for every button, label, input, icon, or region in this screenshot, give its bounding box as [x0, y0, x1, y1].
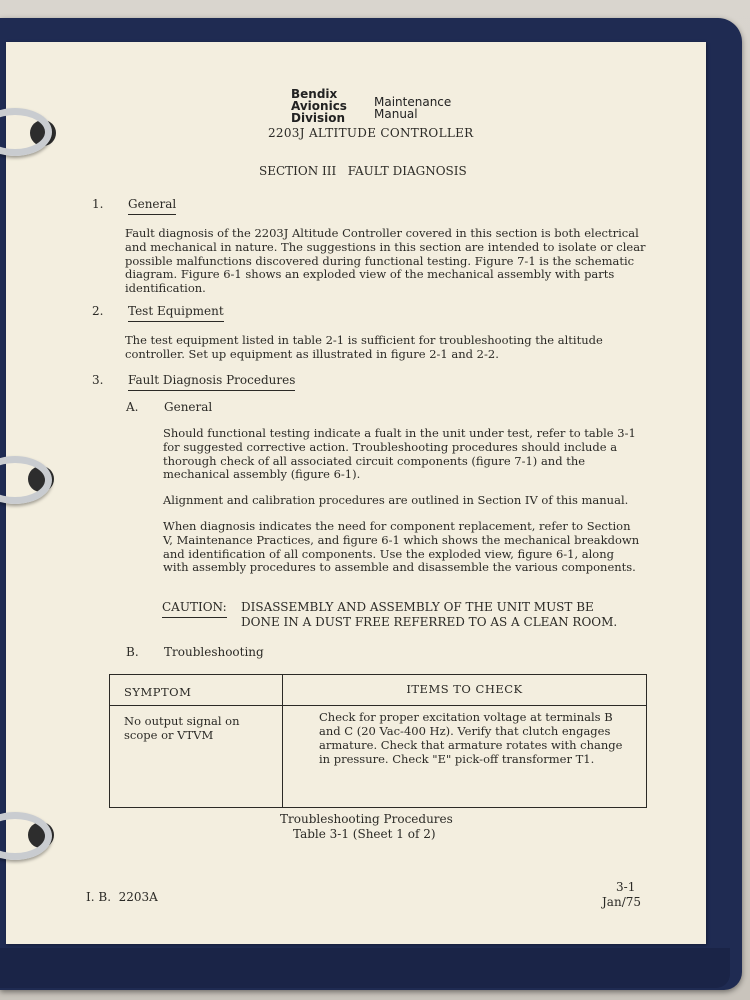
- subsection-a-paragraph-3: When diagnosis indicates the need for component replacement, refer to Section V, Maintenance Practices, and figure 6-1 which shows the mechanical breakdown and identification of all components. Use the exploded view, figure 6-1, along with assembly procedures to assemble and disassemble the various components.: [163, 519, 640, 575]
- subsection-b-title: Troubleshooting: [164, 645, 264, 659]
- footer-document-id: I. B. 2203A: [86, 890, 158, 904]
- subsection-a-title: General: [164, 400, 213, 414]
- bendix-logo: [291, 88, 347, 124]
- section-3-number: 3.: [92, 373, 104, 387]
- caution-line-2: DONE IN A DUST FREE REFERRED TO AS A CLEAN ROOM.: [241, 615, 618, 629]
- table-caption-line-2: Table 3-1 (Sheet 1 of 2): [293, 827, 436, 841]
- symptom-header-label: SYMPTOM: [124, 685, 192, 699]
- section-2-number: 2.: [92, 304, 104, 318]
- manual-type-label: [374, 96, 451, 120]
- binder-bottom-edge: [0, 948, 730, 988]
- section-1-number: 1.: [92, 197, 104, 211]
- section-1-heading: General: [128, 197, 176, 215]
- section-2-body: The test equipment listed in table 2-1 is sufficient for troubleshooting the altitude controller. Set up equipment as illustrated in figure 2-1 and 2-2.: [125, 333, 603, 361]
- manual-line-1: Maintenance: [374, 95, 452, 109]
- caution-line-1: DISASSEMBLY AND ASSEMBLY OF THE UNIT MUST BE: [241, 600, 594, 614]
- table-row: [110, 706, 647, 808]
- caution-label: CAUTION:: [162, 600, 227, 618]
- table-cell-items: [283, 706, 647, 808]
- items-text: Check for proper excitation voltage at terminals B and C (20 Vac-400 Hz). Verify that clutch engages armature. Check that armature rotates with change in pressure. Check "E" pick-off transformer T1.: [319, 710, 623, 766]
- table-header-items: [283, 675, 647, 706]
- section-title: SECTION III FAULT DIAGNOSIS: [259, 164, 467, 178]
- table-caption-line-1: Troubleshooting Procedures: [280, 812, 453, 826]
- manual-page: [6, 42, 706, 944]
- table-cell-symptom: [110, 706, 283, 808]
- subsection-a-paragraph-2: Alignment and calibration procedures are outlined in Section IV of this manual.: [163, 493, 629, 507]
- subsection-a-paragraph-1: Should functional testing indicate a fualt in the unit under test, refer to table 3-1 for suggested corrective action. Troubleshooting procedures should include a thorough check of all associated circuit components (figure 7-1) and the mechanical assembly (figure 6-1).: [163, 426, 636, 482]
- items-header-label: ITEMS TO CHECK: [406, 682, 523, 696]
- footer-page-number: 3-1: [616, 880, 636, 894]
- section-3-heading: Fault Diagnosis Procedures: [128, 373, 295, 391]
- table-header-row: [110, 675, 647, 706]
- section-2-heading: Test Equipment: [128, 304, 224, 322]
- subsection-b-letter: B.: [126, 645, 139, 659]
- subsection-a-letter: A.: [126, 400, 139, 414]
- logo-line-1: Bendix: [291, 87, 338, 101]
- table-header-symptom: [110, 675, 283, 706]
- manual-line-2: Manual: [374, 107, 418, 121]
- logo-line-3: Division: [291, 111, 346, 125]
- troubleshooting-table: [109, 674, 647, 808]
- logo-line-2: Avionics: [291, 99, 347, 113]
- section-1-body: Fault diagnosis of the 2203J Altitude Controller covered in this section is both electrical and mechanical in nature. The suggestions in this section are intended to isolate or clear possible malfunctions discovered during functional testing. Figure 7-1 is the schematic diagram. Figure 6-1 shows an exploded view of the mechanical assembly with parts identification.: [125, 226, 646, 296]
- document-title: 2203J ALTITUDE CONTROLLER: [268, 126, 474, 140]
- footer-date: Jan/75: [602, 895, 642, 909]
- symptom-text: No output signal on scope or VTVM: [124, 714, 240, 742]
